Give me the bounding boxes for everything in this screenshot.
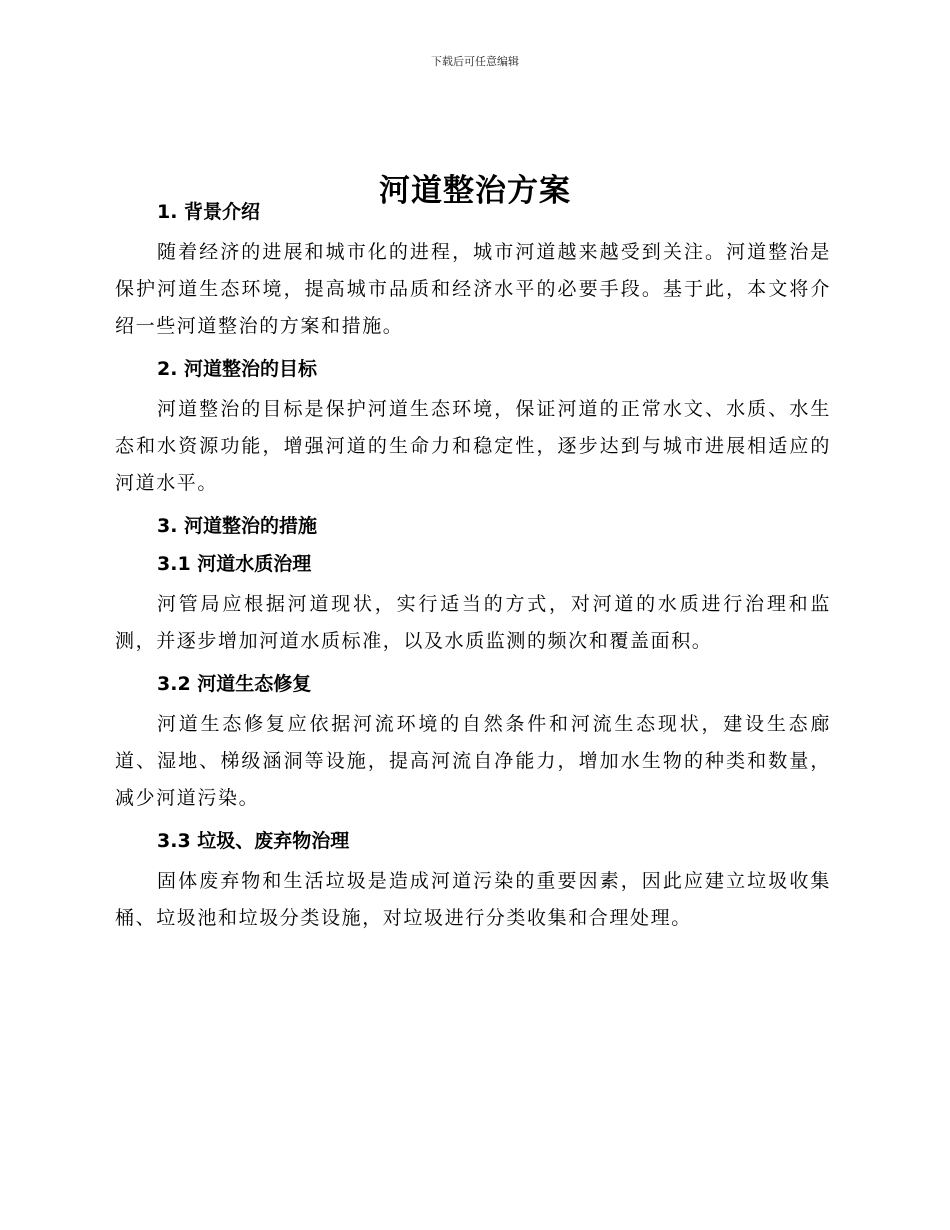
section-paragraph-waste-management: 固体废弃物和生活垃圾是造成河道污染的重要因素，因此应建立垃圾收集桶、垃圾池和垃圾分类设施，对垃圾进行分类收集和合理处理。 [115,870,831,929]
section-heading-waste-management: 3.3 垃圾、废弃物治理 [157,830,350,852]
section-heading-goals: 2. 河道整治的目标 [157,358,318,380]
section-heading-background: 1. 背景介绍 [157,201,261,223]
page-header-note: 下载后可任意编辑 [431,55,519,68]
document-title: 河道整治方案 [379,172,571,209]
section-paragraph-water-quality: 河管局应根据河道现状，实行适当的方式，对河道的水质进行治理和监测，并逐步增加河道水质标准，以及水质监测的频次和覆盖面积。 [115,593,831,652]
section-heading-ecological-restoration: 3.2 河道生态修复 [157,673,312,695]
section-paragraph-background: 随着经济的进展和城市化的进程，城市河道越来越受到关注。河道整治是保护河道生态环境，提高城市品质和经济水平的必要手段。基于此，本文将介绍一些河道整治的方案和措施。 [115,241,831,337]
document-body [115,198,831,937]
section-heading-measures: 3. 河道整治的措施 [157,515,318,537]
section-paragraph-goals: 河道整治的目标是保护河道生态环境，保证河道的正常水文、水质、水生态和水资源功能，增强河道的生命力和稳定性，逐步达到与城市进展相适应的河道水平。 [115,398,831,494]
section-heading-water-quality: 3.1 河道水质治理 [157,553,312,575]
section-paragraph-ecological-restoration: 河道生态修复应依据河流环境的自然条件和河流生态现状，建设生态廊道、湿地、梯级涵洞等设施，提高河流自净能力，增加水生物的种类和数量，减少河道污染。 [115,713,831,809]
